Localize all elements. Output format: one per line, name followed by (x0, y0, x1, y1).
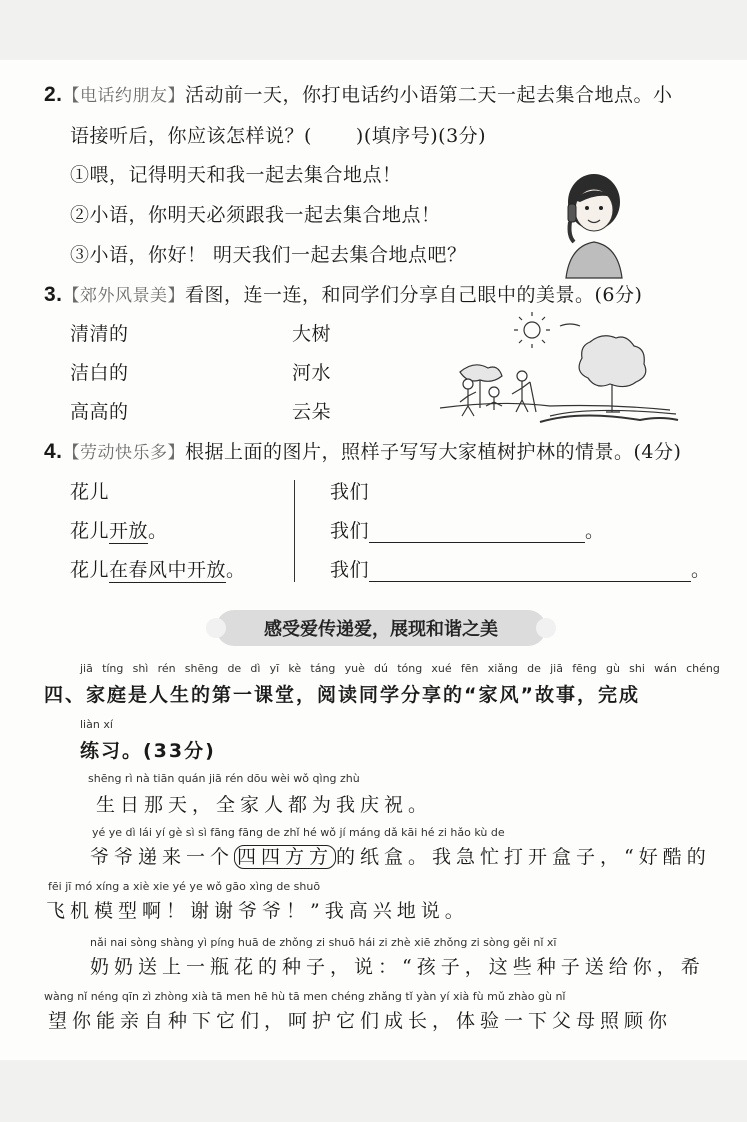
q2-text-2a: 语接听后，你应该怎样说？( (70, 125, 312, 147)
s4-p5-text: 望你能亲自种下它们，呵护它们成长，体验一下父母照顾你 (48, 1010, 673, 1032)
q4-write-3-period: 。 (691, 559, 711, 581)
q2-option-2: ②小语，你明天必须跟我一起去集合地点！ (70, 204, 441, 226)
s4-p4-text: 奶奶送上一瓶花的种子，说：“孩子，这些种子送给你，希 (90, 956, 705, 978)
s4-p2-text-b: 的纸盒。我急忙打开盒子，“好酷的 (336, 846, 711, 868)
girl-phone-illustration (560, 162, 628, 280)
s4-p2-boxed-word: 四四方方 (234, 845, 336, 869)
s4-title-pinyin-syllable: rén (157, 662, 176, 675)
q4-write-3-label: 我们 (330, 559, 370, 581)
s4-title-text-1: 家庭是人生的第一课堂，阅读同学分享的“家风”故事，完成 (86, 684, 640, 706)
s4-p3-text: 飞机模型啊！谢谢爷爷！”我高兴地说。 (46, 900, 469, 922)
q4-example-2-underlined: 开放 (109, 520, 149, 542)
s4-title-pinyin-syllable: yī (269, 662, 280, 675)
s4-title-pinyin-syllable: jiā (550, 662, 563, 675)
s4-title-pinyin-syllable: kè (288, 662, 302, 675)
q3-header (44, 283, 642, 308)
s4-title-pinyin-syllable: chéng (686, 662, 720, 675)
s4-title-pinyin-syllable: tóng (397, 662, 423, 675)
s4-title-pinyin-syllable: táng (310, 662, 336, 675)
q3-right-1[interactable]: 大树 (292, 323, 332, 345)
q3-right-3[interactable]: 云朵 (292, 401, 332, 423)
s4-title-pinyin-syllable: shì (132, 662, 149, 675)
s4-title-pinyin-syllable: de (527, 662, 541, 675)
q4-answer-line-2[interactable] (369, 522, 585, 543)
s4-title-pinyin-syllable: dì (250, 662, 261, 675)
q4-example-2 (70, 519, 168, 543)
q4-example-2-period: 。 (148, 520, 168, 542)
q2-line1 (44, 83, 673, 108)
q3-left-2[interactable]: 洁白的 (70, 362, 129, 384)
s4-p2-text-a: 爷爷递来一个 (90, 846, 235, 868)
q2-text-2b: )(填序号)(3分) (355, 125, 487, 147)
q4-header (44, 440, 681, 465)
q4-example-3-underlined: 在春风中开放 (109, 559, 227, 581)
s4-p2-pinyin: yé ye dì lái yí gè sì sì fāng fāng de zhǐ hé wǒ jí máng dǎ kāi hé zi hǎo kù de (92, 826, 505, 839)
s4-p4-pinyin: nǎi nai sòng shàng yì píng huā de zhǒng zi shuō hái zi zhè xiē zhǒng zi sòng gěi nǐ xī (90, 936, 557, 949)
q4-answer-line-3[interactable] (369, 561, 691, 582)
q4-write-3 (330, 558, 711, 582)
s4-title-pinyin-syllable: jiā (80, 662, 93, 675)
s4-p1-text: 生日那天，全家人都为我庆祝。 (96, 794, 433, 816)
s4-p5-pinyin: wàng nǐ néng qīn zì zhòng xià tā men hē hù tā men chéng zhǎng tǐ yàn yí xià fù mǔ zhào gù nǐ (44, 990, 566, 1003)
q4-number: 4. (44, 440, 63, 463)
q2-number: 2. (44, 83, 63, 106)
q4-example-3 (70, 558, 246, 582)
s4-title-pinyin (80, 662, 720, 675)
s4-title-pinyin-syllable: yuè (344, 662, 365, 675)
s4-title-pinyin-syllable: xiǎng (487, 662, 518, 675)
tree-planting-illustration (440, 312, 680, 424)
q4-write-2-period: 。 (585, 520, 605, 542)
s4-title-prefix: 四、 (44, 684, 87, 706)
s4-title-pinyin-syllable: tíng (102, 662, 124, 675)
q2-option-3: ③小语，你好！ 明天我们一起去集合地点吧？ (70, 244, 467, 266)
q3-tag: 【郊外风景美】 (62, 286, 186, 306)
q4-write-1: 我们 (330, 481, 370, 503)
s4-title-pinyin-syllable: wán (654, 662, 677, 675)
q4-divider (294, 480, 295, 582)
q4-example-2-subject: 花儿 (70, 520, 110, 542)
q3-right-2[interactable]: 河水 (292, 362, 332, 384)
q2-line2 (70, 124, 486, 148)
q4-write-2-label: 我们 (330, 520, 370, 542)
q4-example-3-subject: 花儿 (70, 559, 110, 581)
s4-title-pinyin-syllable: xué (431, 662, 452, 675)
q3-text: 看图，连一连，和同学们分享自己眼中的美景。(6分) (185, 284, 643, 306)
q3-number: 3. (44, 283, 63, 306)
s4-title-pinyin-syllable: dú (374, 662, 389, 675)
q3-left-3[interactable]: 高高的 (70, 401, 129, 423)
q4-example-3-period: 。 (226, 559, 246, 581)
s4-pinyin-lianxi: liàn xí (80, 718, 113, 731)
q2-tag: 【电话约朋友】 (62, 86, 186, 106)
s4-title-line-2: 练习。(33分) (80, 740, 216, 762)
q2-text-1: 活动前一天，你打电话约小语第二天一起去集合地点。小 (185, 84, 673, 106)
q3-left-1[interactable]: 清清的 (70, 323, 129, 345)
q4-example-1: 花儿 (70, 481, 110, 503)
q4-tag: 【劳动快乐多】 (62, 443, 186, 463)
s4-title-pinyin-syllable: shēng (184, 662, 219, 675)
section-banner: 感受爱传递爱，展现和谐之美 (216, 610, 546, 646)
q4-write-2 (330, 519, 605, 543)
s4-p3-pinyin: fēi jī mó xíng a xiè xie yé ye wǒ gāo xìng de shuō (48, 880, 321, 893)
s4-title-pinyin-syllable: gù (606, 662, 620, 675)
s4-title-pinyin-syllable: de (227, 662, 242, 675)
s4-p2-text (90, 842, 711, 869)
s4-title-line-1 (44, 680, 640, 707)
s4-title-pinyin-syllable: fēng (572, 662, 597, 675)
s4-title-pinyin-syllable: fēn (460, 662, 479, 675)
s4-title-pinyin-syllable: shi (629, 662, 645, 675)
q4-text: 根据上面的图片，照样子写写大家植树护林的情景。(4分) (185, 441, 682, 463)
s4-p1-pinyin: shēng rì nà tiān quán jiā rén dōu wèi wǒ qìng zhù (88, 772, 360, 785)
q2-option-1: ①喂，记得明天和我一起去集合地点！ (70, 164, 402, 186)
